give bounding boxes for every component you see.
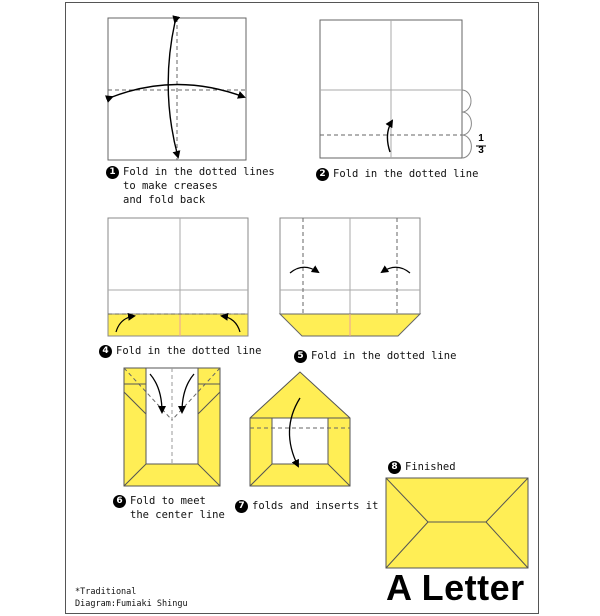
- step-1-text-line-1: Fold in the dotted lines: [123, 166, 275, 178]
- step-1-figure: [108, 18, 246, 160]
- credit-line-1: *Traditional: [75, 587, 137, 597]
- step-7-text: folds and inserts it: [252, 500, 379, 512]
- step-6-label: [113, 494, 225, 522]
- step-7-label: [235, 499, 378, 513]
- step-2-text: Fold in the dotted line: [333, 168, 479, 180]
- step-5-label: [294, 349, 456, 363]
- step-2-figure: [320, 20, 486, 158]
- credits: [75, 586, 188, 610]
- step-5-number: 5: [294, 350, 307, 363]
- step-5-text: Fold in the dotted line: [311, 350, 457, 362]
- fraction-numerator: 1: [478, 133, 484, 144]
- step-6-text-line-1: Fold to meet: [130, 495, 206, 507]
- step-6-text-line-2: the center line: [130, 509, 225, 521]
- step-1-text-line-3: and fold back: [123, 194, 206, 206]
- step-6-figure: [124, 368, 220, 486]
- step-8-number: 8: [388, 461, 401, 474]
- fraction-denominator: 3: [478, 145, 484, 156]
- step-6-number: 6: [113, 495, 126, 508]
- step-4-figure: [108, 218, 248, 336]
- step-8-figure: [386, 478, 528, 568]
- step-1-text-line-2: to make creases: [123, 180, 218, 192]
- step-4-number: 4: [99, 345, 112, 358]
- step-2-label: [316, 167, 478, 181]
- step-2-number: 2: [316, 168, 329, 181]
- thirds-marker: [462, 90, 471, 158]
- step-5-figure: [280, 218, 420, 336]
- fraction-label: [476, 133, 486, 157]
- step-7-number: 7: [235, 500, 248, 513]
- step-8-label: [388, 460, 456, 474]
- step-4-text: Fold in the dotted line: [116, 345, 262, 357]
- step-1-number: 1: [106, 166, 119, 179]
- step-4-label: [99, 344, 261, 358]
- credit-line-2: Diagram:Fumiaki Shingu: [75, 599, 188, 609]
- step-7-figure: [250, 372, 350, 486]
- step-8-text: Finished: [405, 461, 456, 473]
- step-1-label: [106, 165, 275, 207]
- page-title: A Letter: [386, 567, 525, 608]
